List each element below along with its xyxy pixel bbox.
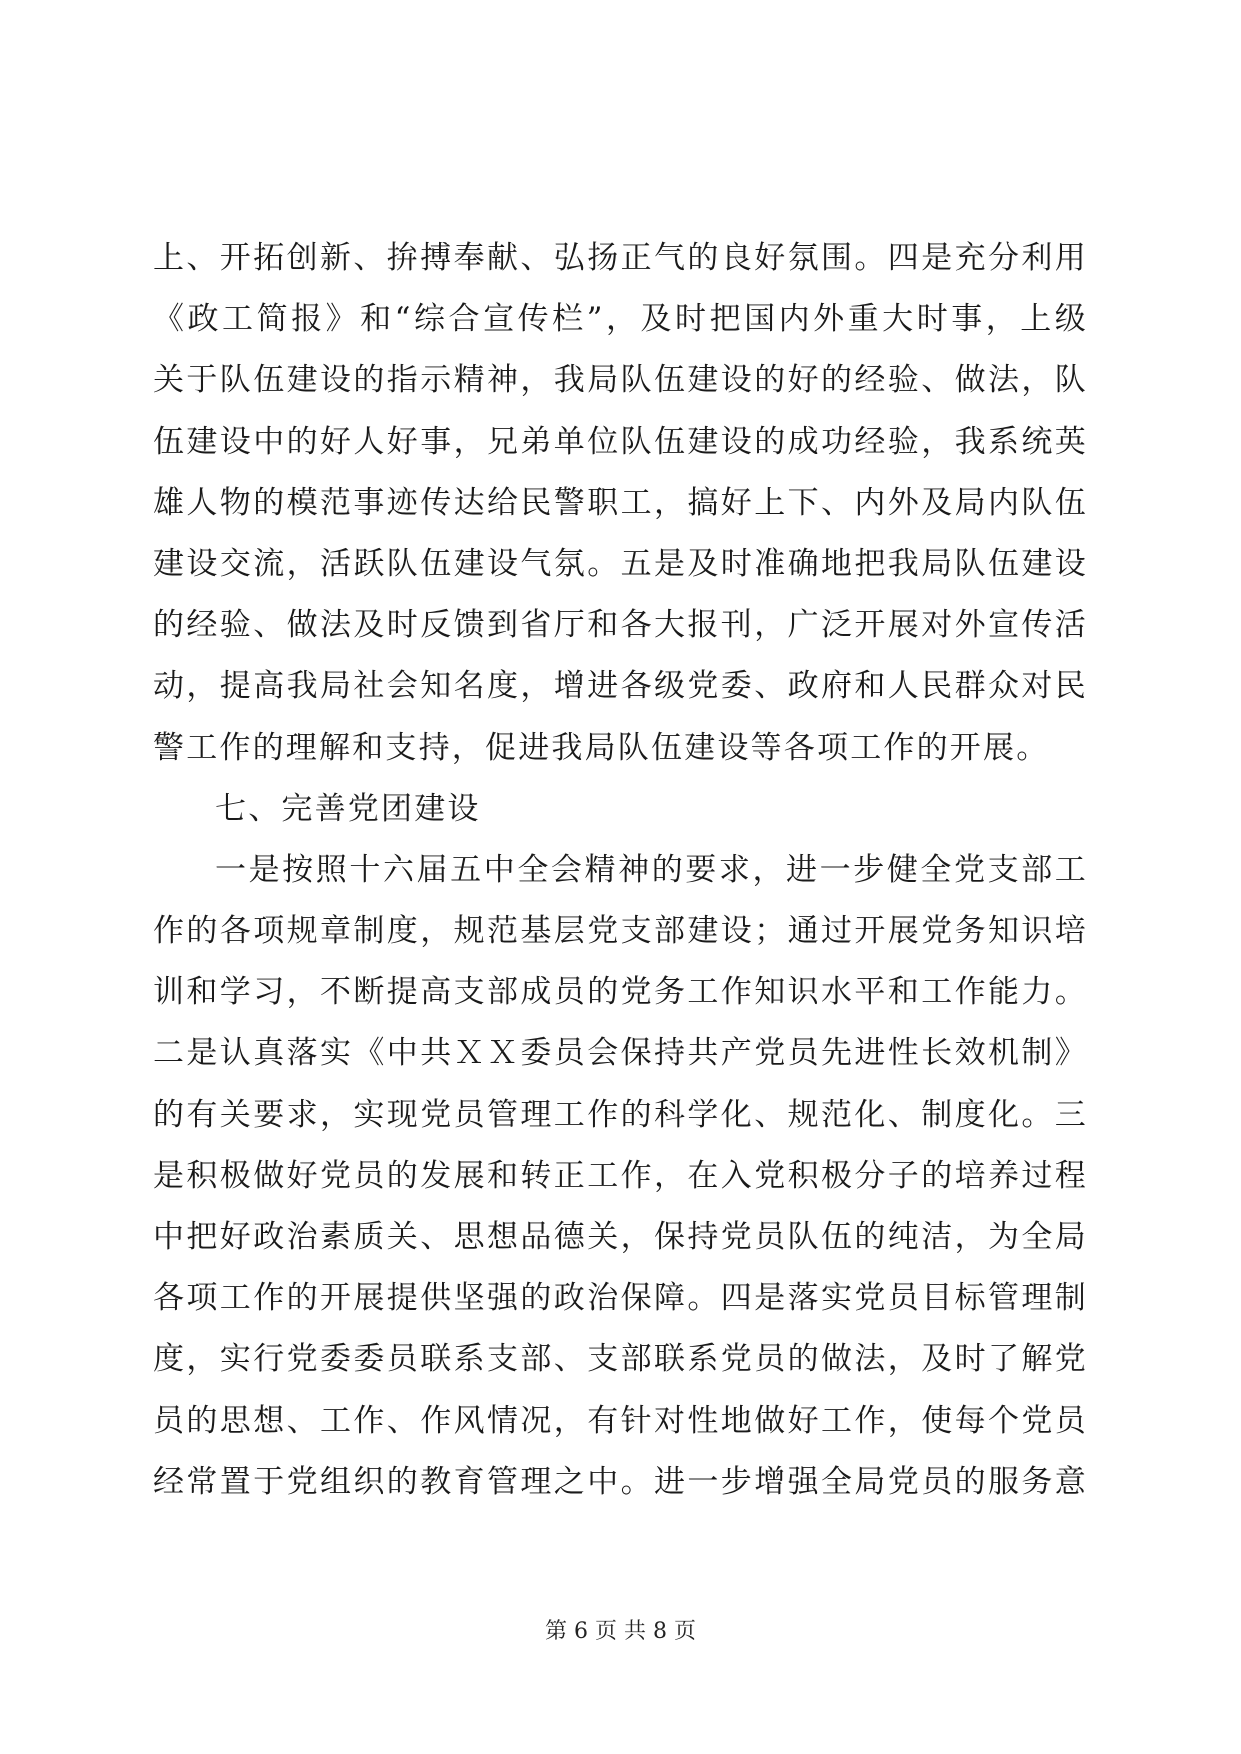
text-line: 训和学习，不断提高支部成员的党务工作知识水平和工作能力。 xyxy=(153,974,1088,1011)
text-line: 经常置于党组织的教育管理之中。进一步增强全局党员的服务意 xyxy=(153,1463,1088,1500)
text-line: 作的各项规章制度，规范基层党支部建设；通过开展党务知识培 xyxy=(153,913,1088,950)
text-line: 二是认真落实《中共ＸＸ委员会保持共产党员先进性长效机制》 xyxy=(153,1035,1088,1072)
text-line: 关于队伍建设的指示精神，我局队伍建设的好的经验、做法，队 xyxy=(153,362,1088,399)
text-line: 雄人物的模范事迹传达给民警职工，搞好上下、内外及局内队伍 xyxy=(153,484,1088,521)
text-line: 各项工作的开展提供坚强的政治保障。四是落实党员目标管理制 xyxy=(153,1280,1088,1317)
section-heading: 七、完善党团建设 xyxy=(215,790,481,827)
text-line: 员的思想、工作、作风情况，有针对性地做好工作，使每个党员 xyxy=(153,1402,1088,1439)
text-line: 的经验、做法及时反馈到省厅和各大报刊，广泛开展对外宣传活 xyxy=(153,607,1088,644)
text-line: 中把好政治素质关、思想品德关，保持党员队伍的纯洁，为全局 xyxy=(153,1219,1088,1255)
text-line: 是积极做好党员的发展和转正工作，在入党积极分子的培养过程 xyxy=(153,1157,1088,1194)
body-text xyxy=(153,228,1088,1513)
text-line: 《政工简报》和“综合宣传栏”，及时把国内外重大时事，上级 xyxy=(153,301,1088,338)
text-line: 一是按照十六届五中全会精神的要求，进一步健全党支部工 xyxy=(215,851,1088,888)
text-line: 动，提高我局社会知名度，增进各级党委、政府和人民群众对民 xyxy=(153,668,1088,705)
text-line: 警工作的理解和支持，促进我局队伍建设等各项工作的开展。 xyxy=(153,729,1050,766)
text-line: 的有关要求，实现党员管理工作的科学化、规范化、制度化。三 xyxy=(153,1096,1088,1133)
text-line: 伍建设中的好人好事，兄弟单位队伍建设的成功经验，我系统英 xyxy=(153,423,1088,460)
text-line: 上、开拓创新、拚搏奉献、弘扬正气的良好氛围。四是充分利用 xyxy=(153,240,1088,276)
page-number: 第 6 页 共 8 页 xyxy=(545,1619,696,1644)
text-line: 建设交流，活跃队伍建设气氛。五是及时准确地把我局队伍建设 xyxy=(153,545,1088,582)
text-line: 度，实行党委委员联系支部、支部联系党员的做法，及时了解党 xyxy=(153,1341,1088,1378)
